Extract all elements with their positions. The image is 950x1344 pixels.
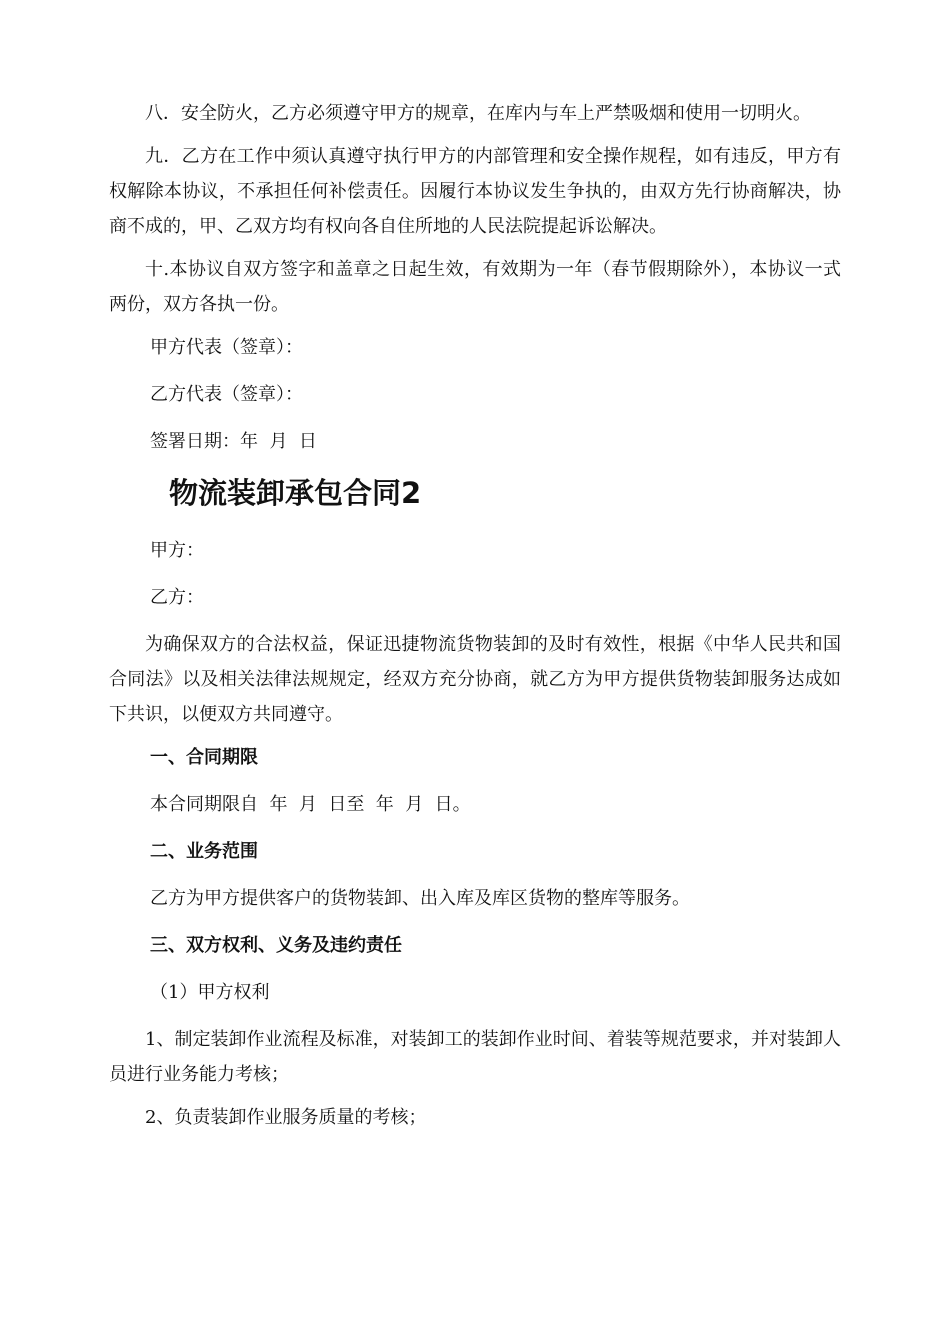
- item-1: 1、制定装卸作业流程及标准，对装卸工的装卸作业时间、着装等规范要求，并对装卸人员进行业务能力考核；: [109, 1029, 841, 1085]
- section-3-subheading: （1）甲方权利: [150, 982, 270, 1003]
- clause-10: 十.本协议自双方签字和盖章之日起生效，有效期为一年（春节假期除外），本协议一式两份，双方各执一份。: [109, 259, 841, 315]
- signature-party-b: 乙方代表（签章）：: [150, 384, 303, 405]
- clause-8: 八．安全防火，乙方必须遵守甲方的规章，在库内与车上严禁吸烟和使用一切明火。: [145, 103, 811, 124]
- contract-title: 物流装卸承包合同2: [169, 476, 422, 510]
- party-a-label: 甲方：: [150, 540, 204, 561]
- signature-date: 签署日期：年 月 日: [150, 431, 317, 452]
- section-1-text: 本合同期限自 年 月 日至 年 月 日。: [150, 794, 471, 815]
- item-2: 2、负责装卸作业服务质量的考核；: [145, 1107, 427, 1128]
- signature-party-a: 甲方代表（签章）：: [150, 337, 303, 358]
- party-b-label: 乙方：: [150, 587, 204, 608]
- section-2-heading: 二、业务范围: [150, 841, 258, 862]
- section-3-heading: 三、双方权利、义务及违约责任: [150, 935, 402, 956]
- preamble: 为确保双方的合法权益，保证迅捷物流货物装卸的及时有效性，根据《中华人民共和国合同法》以及相关法律法规规定，经双方充分协商，就乙方为甲方提供货物装卸服务达成如下共识，以便双方共同遵守。: [109, 634, 841, 725]
- section-2-text: 乙方为甲方提供客户的货物装卸、出入库及库区货物的整库等服务。: [150, 888, 690, 909]
- document-page: [109, 96, 841, 1143]
- clause-9: 九．乙方在工作中须认真遵守执行甲方的内部管理和安全操作规程，如有违反，甲方有权解除本协议，不承担任何补偿责任。因履行本协议发生争执的，由双方先行协商解决，协商不成的，甲、乙双方均有权向各自住所地的人民法院提起诉讼解决。: [109, 146, 841, 237]
- section-1-heading: 一、合同期限: [150, 747, 258, 768]
